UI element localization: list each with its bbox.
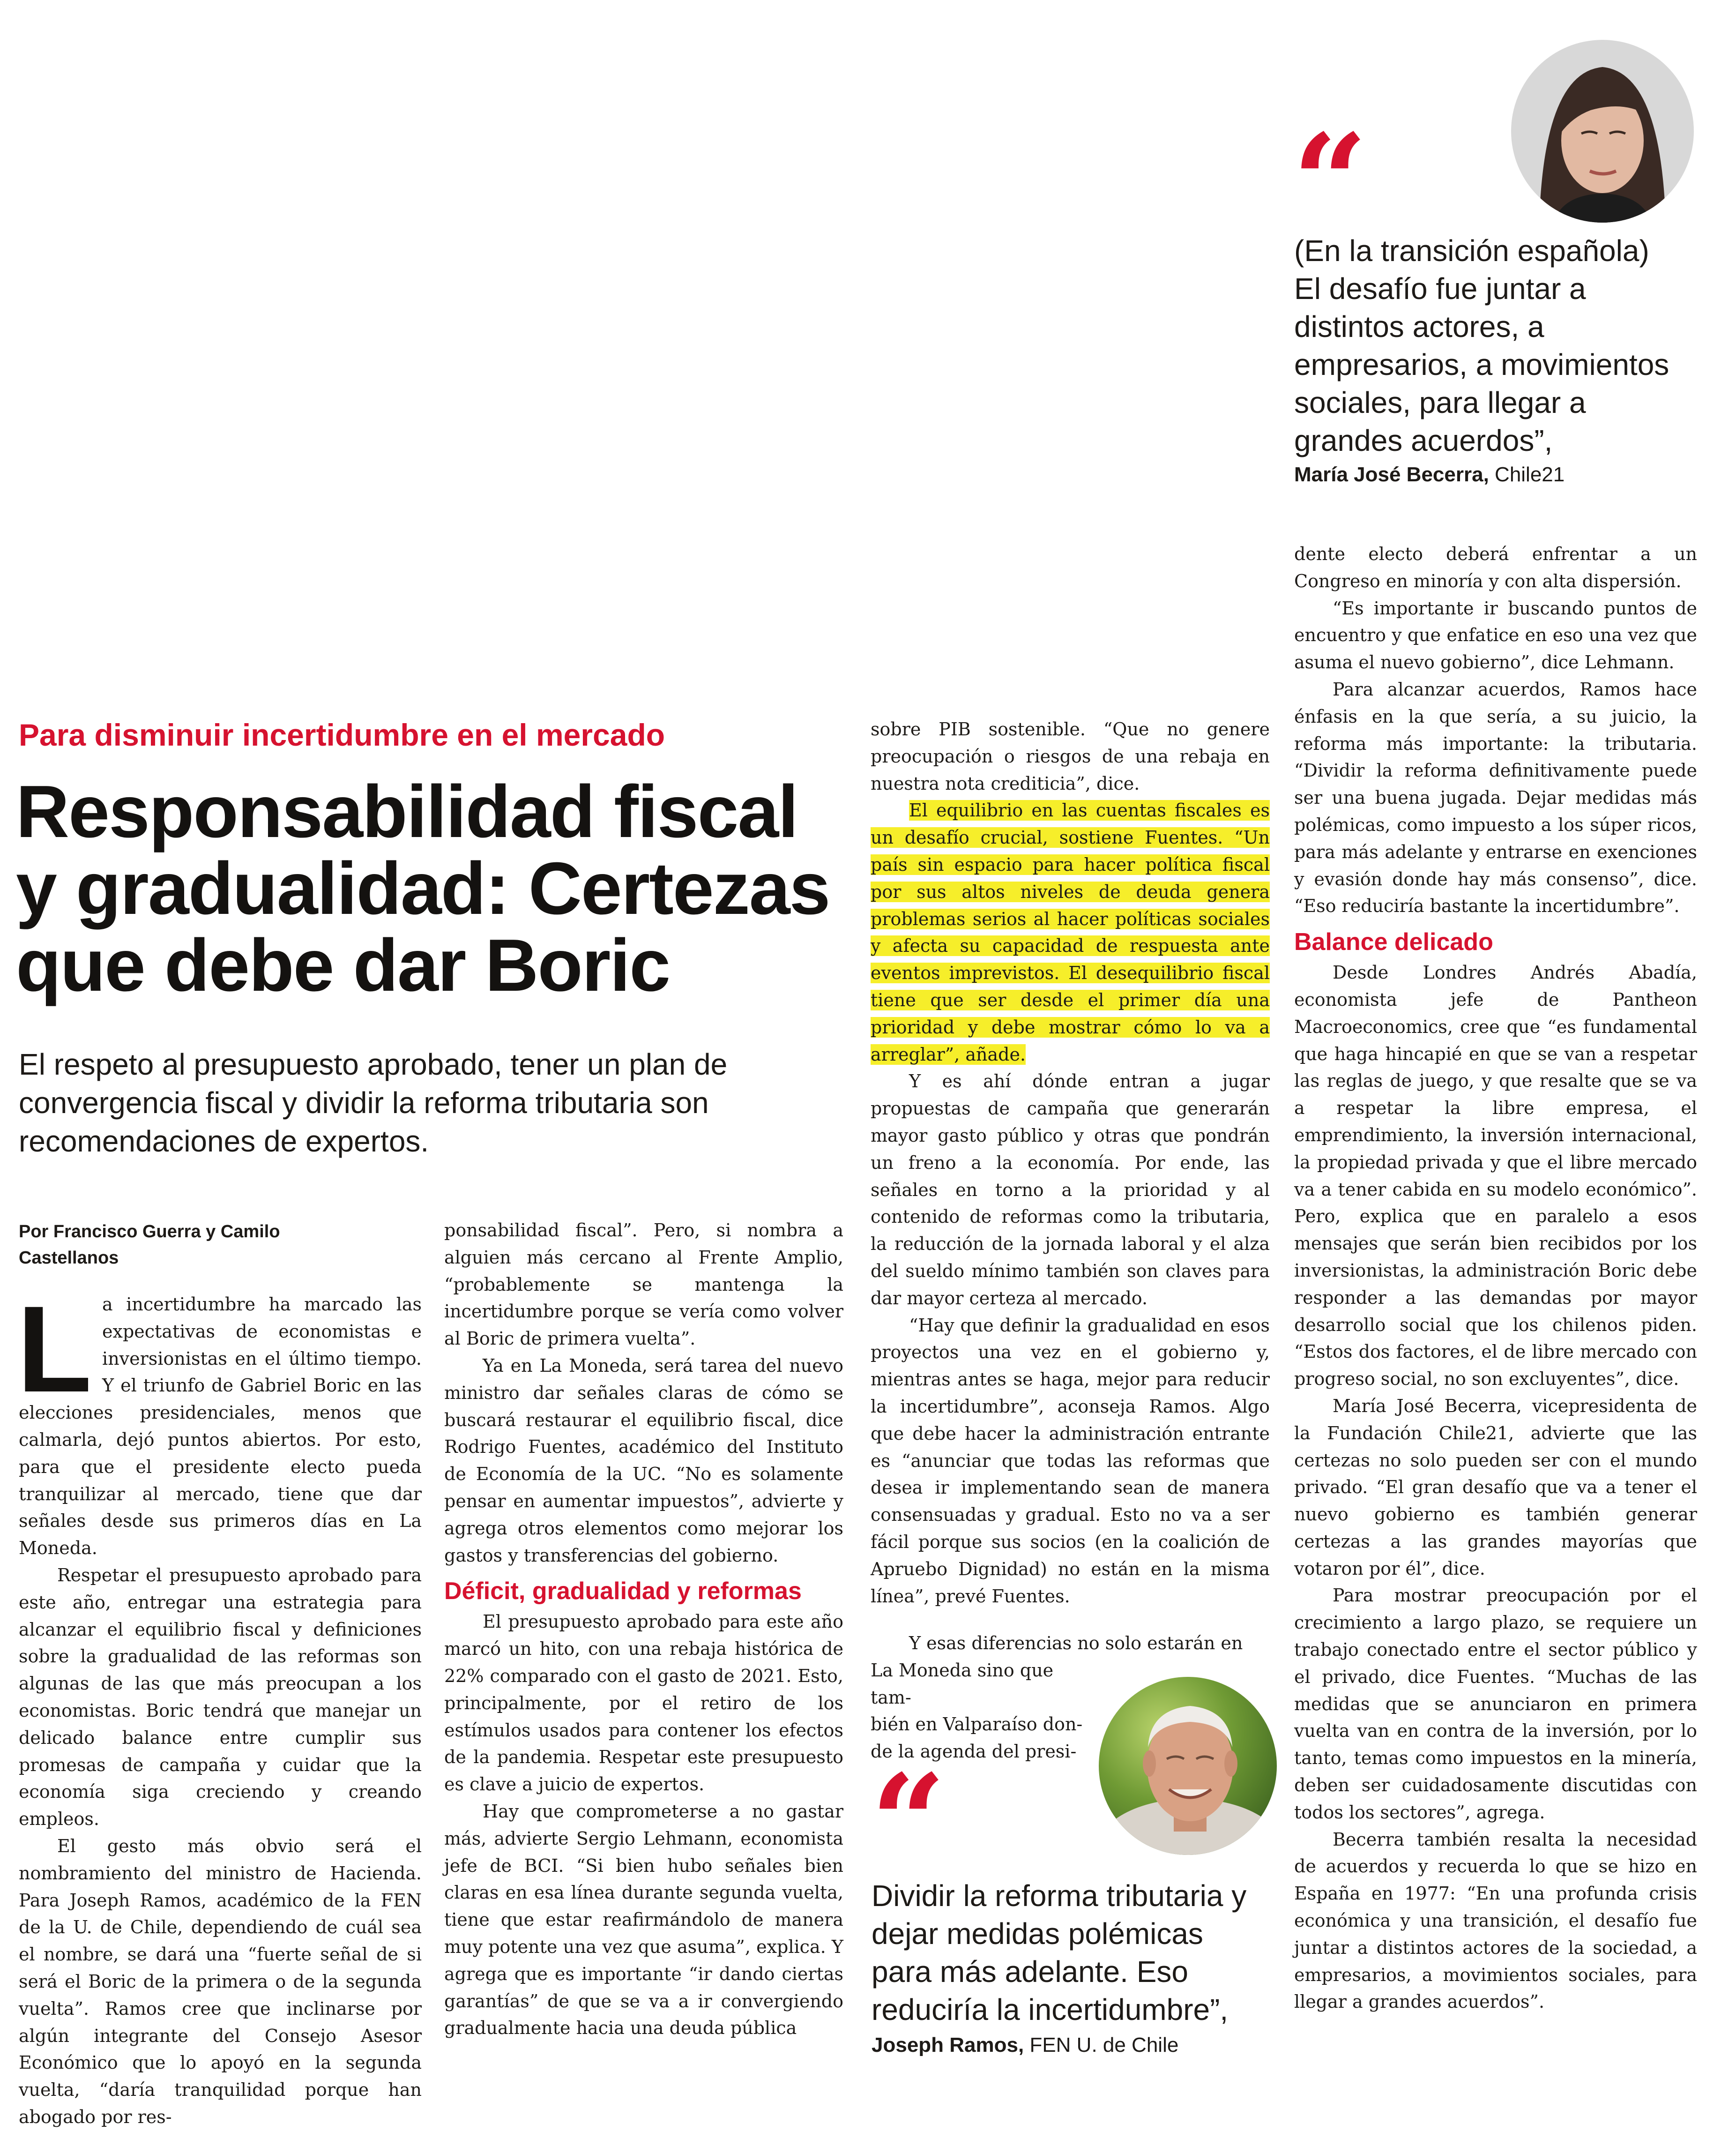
highlighted-paragraph: [871, 797, 1270, 1068]
photo-maria-jose-becerra: [1511, 40, 1694, 223]
photo-joseph-ramos: [1099, 1677, 1277, 1855]
column-1: [17, 1280, 422, 2131]
quote-line: para más adelante. Eso: [872, 1955, 1188, 1989]
subhead-deficit: Déficit, gradualidad y reformas: [444, 1578, 802, 1605]
portrait-image: [1511, 40, 1694, 223]
paragraph: “Hay que definir la gradualidad en esos proyectos una vez en el gobierno y, mientras antes se haga, mejor para reducir la incertidumbre”, aconseja Ramos. Algo que debe hacer la administración entrante es “anunciar que todas las reformas que desea ir implementando sean de manera consensuadas y gradual. Esto no va a ser fácil porque sus socios (en la coalición de Apruebo Dignidad) no están en la misma línea”, prevé Fuentes.: [871, 1315, 1270, 1607]
paragraph: Hay que comprometerse a no gastar más, advierte Sergio Lehmann, economista jefe de BCI. “Si bien hubo señales bien claras en esa línea durante segunda vuelta, tiene que estar reafirmándolo de manera muy potente una vez que asuma”, explica. Y agrega que es importante “ir dando ciertas garantías” de que se va a ir convergiendo gradualmente hacia una deuda pública: [444, 1801, 843, 2039]
attribution-name: Joseph Ramos,: [872, 2034, 1024, 2056]
column-3: [871, 716, 1270, 1610]
portrait-image: [1099, 1677, 1277, 1855]
paragraph: María José Becerra, vicepresidenta de la Fundación Chile21, advierte que las certezas no solo pueden ser con el mundo privado. “El gran desafío que va a tener el nuevo gobierno es también generar certezas a las grandes mayorías que votaron por él”, dice.: [1294, 1395, 1697, 1579]
headline-line: y gradualidad: Certezas: [16, 847, 830, 930]
paragraph: Desde Londres Andrés Abadía, economista jefe de Pantheon Macroeconomics, cree que “es fundamental que haga hincapié en que se van a respetar las reglas de juego, y que resalte que se va a respetar la libre empresa, el emprendimiento, la inversión internacional, la propiedad privada y que el libre mercado va a tener cabida en su modelo económico”. Pero, explica que en paralelo a esos mensajes que serán bien recibidos por los inversionistas, la administración Boric debe responder a las demandas por mayor desarrollo social que los chilenos piden. “Estos dos factores, el de libre mercado con progreso social, no son excluyentes”, dice.: [1294, 962, 1697, 1390]
headline-line: Responsabilidad fiscal: [16, 770, 798, 853]
quote-line: dejar medidas polémicas: [872, 1917, 1203, 1951]
paragraph: “Es importante ir buscando puntos de encuentro y que enfatice en eso una vez que asuma el nuevo gobierno”, dice Lehmann.: [1294, 598, 1697, 673]
paragraph: sobre PIB sostenible. “Que no genere preocupación o riesgos de una rebaja en nuestra nota crediticia”, dice.: [871, 719, 1270, 794]
pull-quote-becerra: [1294, 232, 1706, 460]
paragraph: a incertidumbre ha marcado las expectativas de economistas e inversionistas en el último tiempo. Y el triunfo de Gabriel Boric en las elecciones presidenciales, menos que calmarla, dejó puntos abiertos. Por esto, para que el presidente electo pueda tranquilizar al mercado, tiene que dar señales desde sus primeros días en La Moneda.: [19, 1294, 422, 1559]
quote-attribution-becerra: [1294, 462, 1706, 488]
paragraph: Y es ahí dónde entran a jugar propuestas de campaña que generarán mayor gasto público y otras que pondrán un freno a la economía. Por ende, las señales en torno a la prioridad y al contenido de reformas como la tributaria, la reducción de la jornada laboral y el alza del sueldo mínimo también son claves para dar mayor certeza al mercado.: [871, 1071, 1270, 1309]
paragraph: dente electo deberá enfrentar a un Congreso en minoría y con alta dispersión.: [1294, 544, 1697, 591]
paragraph: Respetar el presupuesto aprobado para este año, entregar una estrategia para alcanzar el equilibrio fiscal y definiciones sobre la gradualidad de las reformas son algunas de las que más preocupan a los economistas. Boric tendrá que manejar un delicado balance entre cumplir sus promesas de campaña y cuidar que la economía siga creciendo y creando empleos.: [19, 1564, 422, 1830]
deck: El respeto al presupuesto aprobado, tener un plan de convergencia fiscal y dividir la reforma tributaria son recomendaciones de expertos.: [19, 1047, 728, 1158]
text-line: de la agenda del presi-: [871, 1741, 1077, 1762]
subhead-balance: Balance delicado: [1294, 928, 1493, 956]
quote-line: sociales, para llegar a: [1294, 386, 1586, 419]
column-4: [1294, 541, 1697, 2016]
quote-line: El desafío fue juntar a: [1294, 272, 1586, 306]
quote-line: grandes acuerdos”,: [1294, 424, 1553, 457]
pull-quote-ramos: [872, 1877, 1293, 2029]
headline-line: que debe dar Boric: [16, 924, 670, 1007]
text-line: La Moneda sino que tam-: [871, 1660, 1054, 1708]
paragraph: Ya en La Moneda, será tarea del nuevo ministro dar señales claras de cómo se buscará restaurar el equilibrio fiscal, dice Rodrigo Fuentes, académico del Instituto de Economía de la UC. “No es solamente pensar en aumentar impuestos”, advierte y agrega otros elementos como mejorar los gastos y transferencias del gobierno.: [444, 1355, 843, 1566]
attribution-org: FEN U. de Chile: [1024, 2034, 1179, 2056]
highlight: El equilibrio en las cuentas fiscales es un desafío crucial, sostiene Fuentes. “Un país sin espacio para hacer política fiscal por sus altos niveles de deuda genera problemas serios al hacer políticas sociales y afecta su capacidad de respuesta ante eventos imprevistos. El desequilibrio fiscal tiene que ser desde el primer día una prioridad y debe mostrar cómo lo va a arreglar”, añade.: [871, 800, 1270, 1065]
attribution-name: María José Becerra,: [1294, 463, 1489, 486]
column-2: [444, 1217, 843, 2042]
drop-cap: L: [17, 1280, 92, 1418]
paragraph: ponsabilidad fiscal”. Pero, si nombra a alguien más cercano al Frente Amplio, “probablemente se mantenga la incertidumbre porque se vería como volver al Boric de primera vuelta”.: [444, 1220, 843, 1349]
paragraph: Para alcanzar acuerdos, Ramos hace énfasis en la que sería, a su juicio, la reforma más importante: la tributaria. “Dividir la reforma definitivamente puede ser una buena jugada. Dejar medidas más polémicas, como impuesto a los súper ricos, para más adelante y entrarse en exenciones y evasión donde hay más consenso”, dice. “Eso reduciría bastante la incertidumbre”.: [1294, 679, 1697, 917]
byline: Por Francisco Guerra y Camilo Castellanos: [19, 1222, 280, 1268]
paragraph: Y esas diferencias no solo estarán en: [909, 1633, 1243, 1653]
quote-line: (En la transición española): [1294, 234, 1649, 268]
quote-mark-icon: “: [871, 1746, 946, 1900]
quote-line: empresarios, a movimientos: [1294, 348, 1669, 381]
quote-line: Dividir la reforma tributaria y: [872, 1879, 1247, 1913]
paragraph: El presupuesto aprobado para este año marcó un hito, con una rebaja histórica de 22% comparado con el gasto de 2021. Esto, principalmente, por el retiro de los estímulos usados para contener los efectos de la pandemia. Respetar este presupuesto es clave a juicio de expertos.: [444, 1611, 843, 1795]
attribution-org: Chile21: [1489, 463, 1565, 486]
quote-line: reduciría la incertidumbre”,: [872, 1993, 1229, 2026]
quote-attribution-ramos: [872, 2032, 1293, 2058]
paragraph: El gesto más obvio será el nombramiento del ministro de Hacienda. Para Joseph Ramos, académico de la FEN de la U. de Chile, dependiendo de cuál sea el nombre, se dará una “fuerte señal de si será el Boric de la primera o de la segunda vuelta”. Ramos cree que inclinarse por algún integrante del Consejo Asesor Económico que lo apoyó en la segunda vuelta, “daría tranquilidad porque han abogado por res-: [19, 1835, 422, 2127]
paragraph: Becerra también resalta la necesidad de acuerdos y recuerda lo que se hizo en España en 1977: “En una profunda crisis económica y una transición, el desafío fue juntar a distintos actores de la sociedad, a empresarios, a movimientos sociales, para llegar a grandes acuerdos”.: [1294, 1829, 1697, 2012]
paragraph: Para mostrar preocupación por el crecimiento a largo plazo, se requiere un trabajo conectado entre el sector público y el privado, dice Fuentes. “Muchas de las medidas que se anunciaron en primera vuelta van en contra de la inversión, por lo tanto, temas como impuestos en la minería, deben ser cuidadosamente discutidas con todos los sectores”, agrega.: [1294, 1585, 1697, 1823]
headline: [16, 770, 859, 1007]
kicker: Para disminuir incertidumbre en el mercado: [19, 718, 665, 752]
quote-line: distintos actores, a: [1294, 310, 1544, 344]
text-line: bién en Valparaíso don-: [871, 1714, 1083, 1735]
quote-mark-icon: “: [1292, 105, 1368, 260]
